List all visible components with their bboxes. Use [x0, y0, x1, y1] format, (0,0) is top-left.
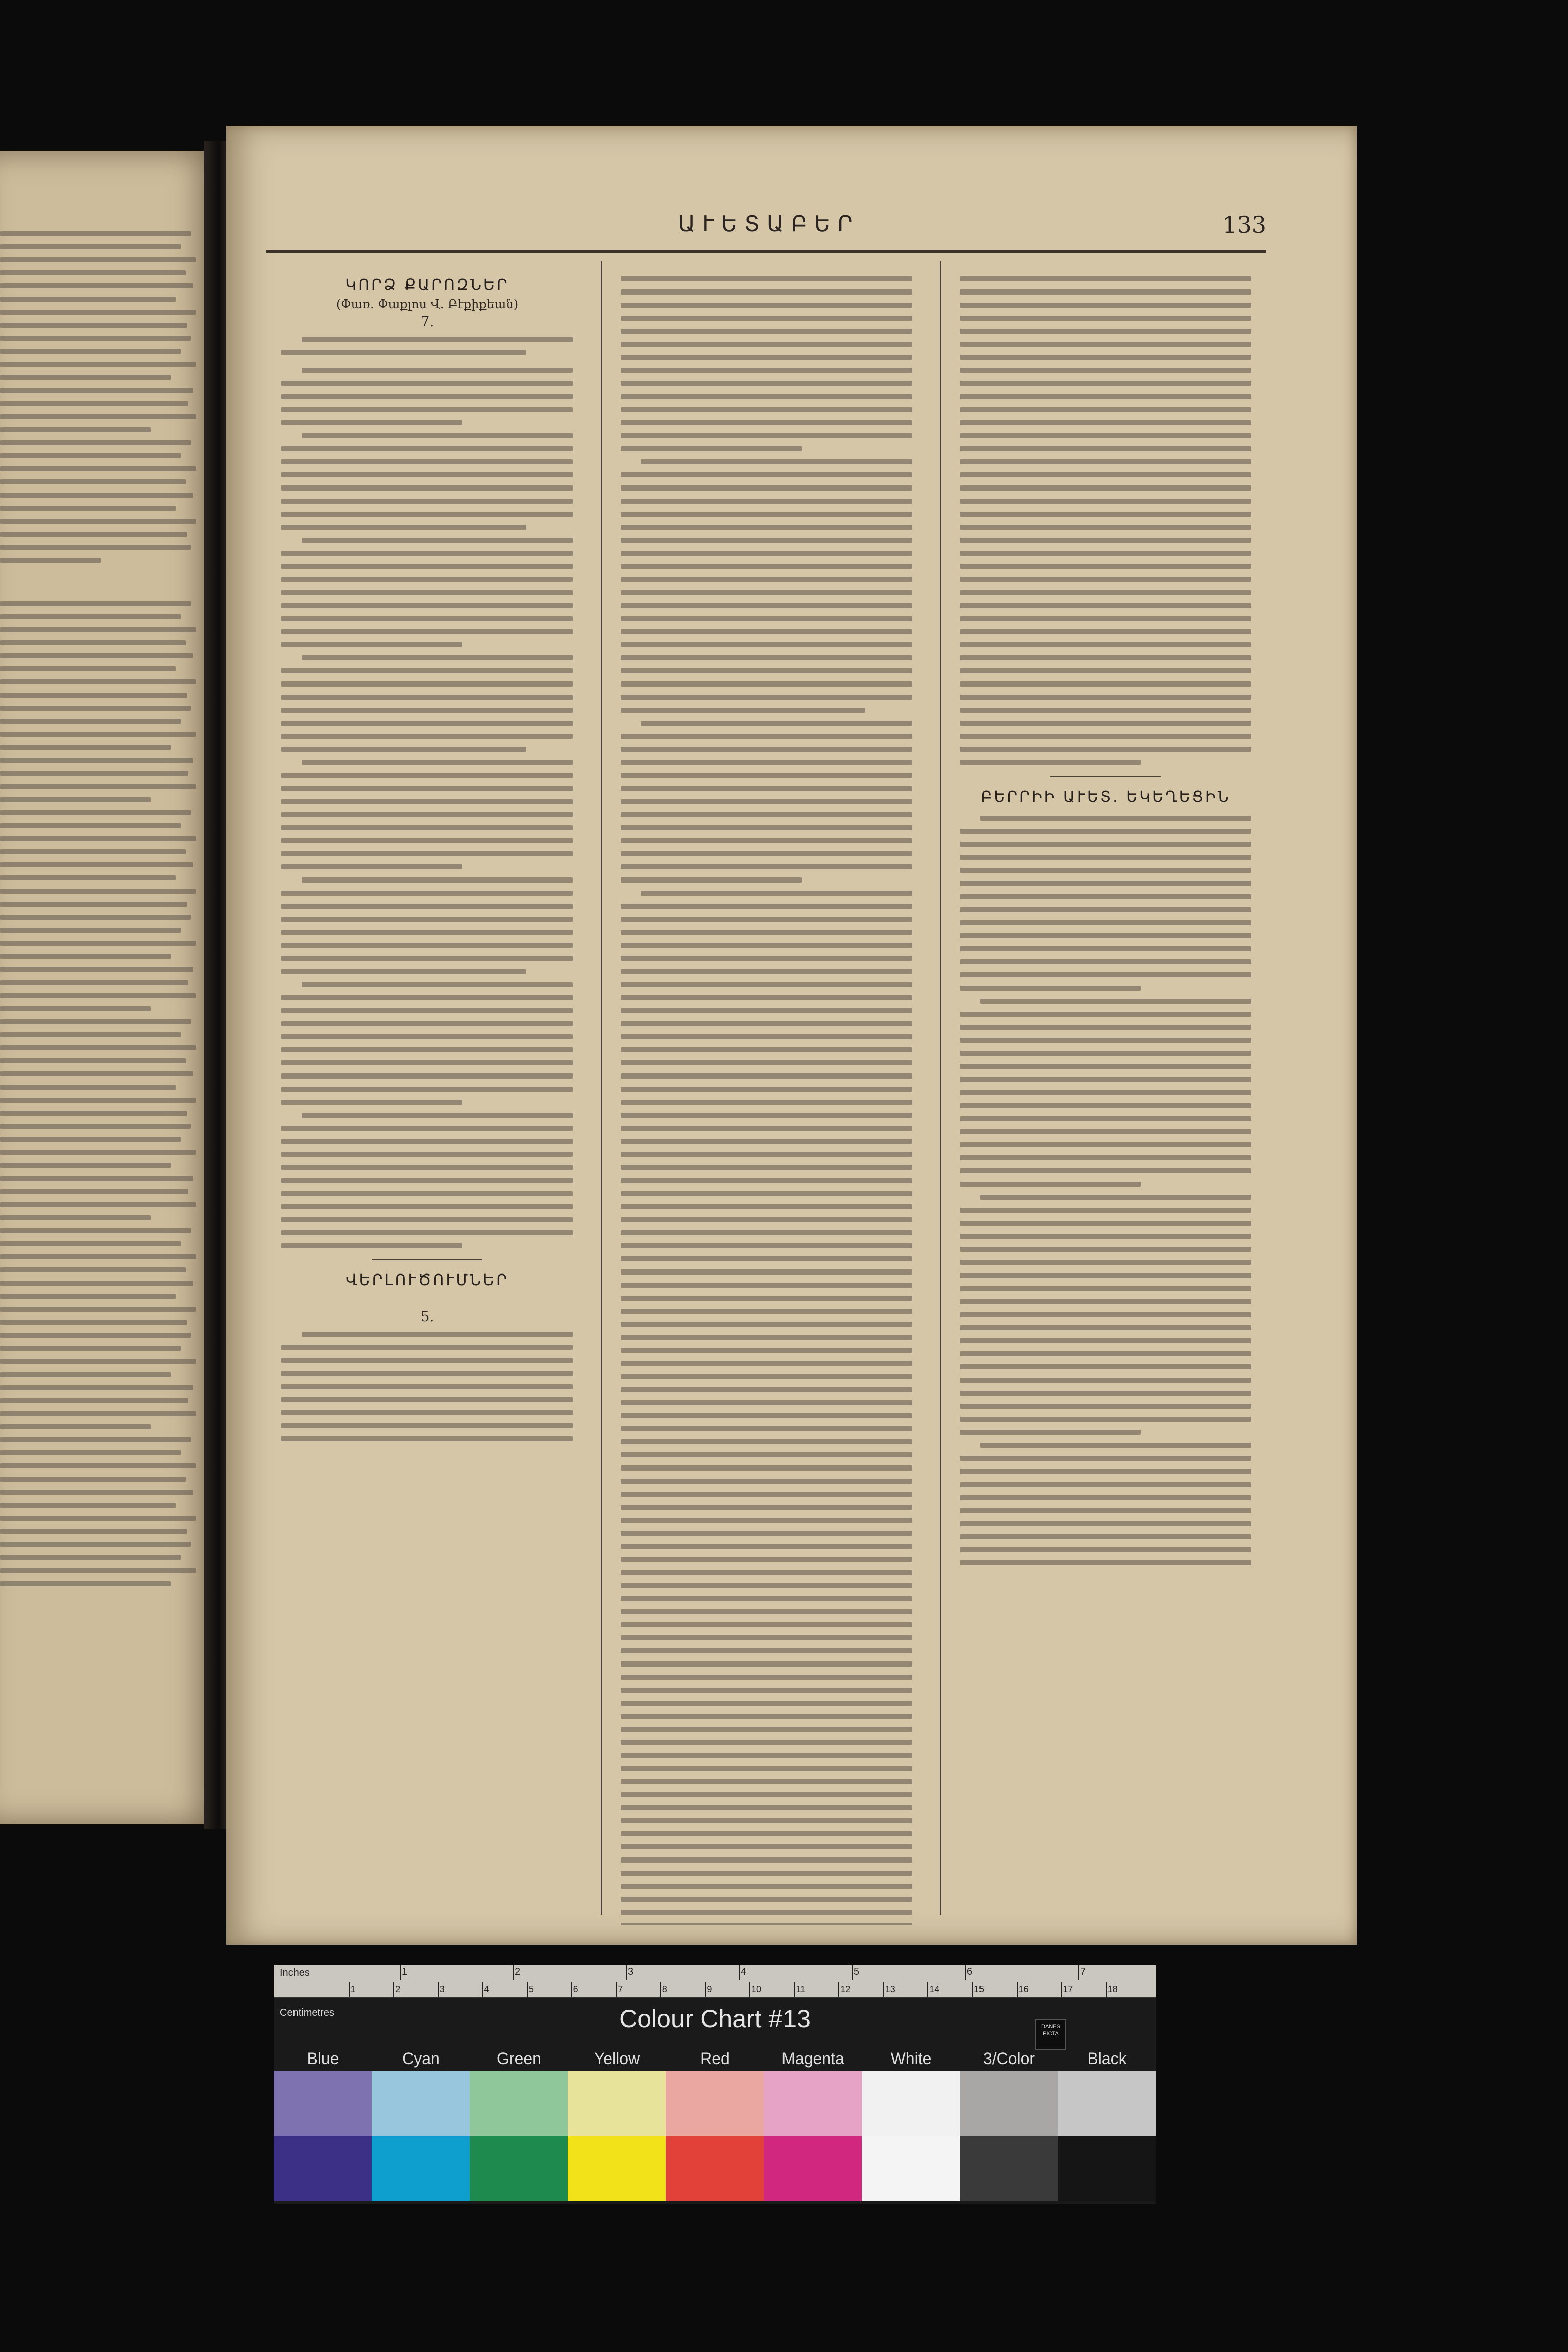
swatch-label: White: [890, 2049, 932, 2068]
swatch-light: [568, 2071, 666, 2136]
ruler-cm-number: 16: [1018, 1984, 1029, 1994]
ruler-cm-number: 9: [707, 1984, 712, 1994]
ruler-cm-tick: [883, 1982, 884, 1997]
page-number: 133: [1222, 211, 1266, 238]
ruler-cm-tick: [927, 1982, 928, 1997]
page-header: [271, 211, 1266, 251]
article-author: (Փառ. Փաքլոս Վ. Բէքիքեան): [336, 297, 519, 311]
swatch-light: [372, 2071, 470, 2136]
article-number: 7.: [420, 313, 434, 330]
ruler-cm-number: 1: [350, 1984, 356, 1994]
ruler-cm-tick: [349, 1982, 350, 1997]
section-divider: [1050, 776, 1161, 777]
ruler-inches-label: Inches: [280, 1967, 310, 1978]
column-1: [281, 276, 573, 1925]
left-page-text: [0, 231, 201, 1594]
swatch-dark: [764, 2136, 862, 2201]
ruler-cm-tick: [438, 1982, 439, 1997]
ruler-cm-number: 7: [618, 1984, 623, 1994]
swatch-label: Black: [1087, 2049, 1127, 2068]
section-title-verlutsumner: ՎԵՐԼՈՒԾՈՒՄՆԵՐ: [346, 1271, 509, 1289]
ruler-inch-tick: [852, 1965, 853, 1980]
ruler-cm-tick: [660, 1982, 661, 1997]
swatch-dark: [274, 2136, 372, 2201]
ruler-cm-number: 17: [1063, 1984, 1073, 1994]
ruler-cm-number: 12: [840, 1984, 851, 1994]
ruler-inch-number: 6: [967, 1966, 973, 1977]
colour-chart: [274, 1965, 1156, 2204]
swatch-light: [960, 2071, 1058, 2136]
chart-title: Colour Chart #13: [619, 2005, 811, 2033]
ruler-cm-tick: [482, 1982, 483, 1997]
ruler-inch-tick: [400, 1965, 401, 1980]
column-rule-2: [940, 261, 941, 1915]
swatch-label: Blue: [307, 2049, 339, 2068]
swatch-label: Red: [700, 2049, 730, 2068]
swatch-dark: [1058, 2136, 1156, 2201]
ruler-cm-tick: [749, 1982, 750, 1997]
ruler-cm-tick: [571, 1982, 572, 1997]
ruler-cm-number: 13: [885, 1984, 895, 1994]
ruler-cm-tick: [527, 1982, 528, 1997]
swatch-light: [274, 2071, 372, 2136]
ruler-cm-tick: [838, 1982, 839, 1997]
ruler-cm-number: 8: [662, 1984, 667, 1994]
ruler-cm-tick: [1017, 1982, 1018, 1997]
swatch-dark: [862, 2136, 960, 2201]
swatch-dark: [568, 2136, 666, 2201]
ruler-cm-tick: [972, 1982, 973, 1997]
ruler-cm-tick: [393, 1982, 394, 1997]
ruler-cm-number: 10: [751, 1984, 762, 1994]
newspaper-page: [226, 126, 1357, 1945]
swatch-light: [1058, 2071, 1156, 2136]
brand-logo: DANES PICTA: [1035, 2019, 1066, 2050]
swatch-dark: [666, 2136, 764, 2201]
ruler-cm-tick: [1061, 1982, 1062, 1997]
ruler-cm-number: 11: [796, 1984, 806, 1994]
ruler-inch-tick: [513, 1965, 514, 1980]
section-divider: [372, 1259, 482, 1260]
ruler-cm-label: Centimetres: [280, 2007, 334, 2018]
ruler-cm-number: 6: [573, 1984, 578, 1994]
swatch-light: [764, 2071, 862, 2136]
ruler-inch-number: 1: [402, 1966, 408, 1977]
ruler-inch-tick: [626, 1965, 627, 1980]
swatch-label: Magenta: [781, 2049, 844, 2068]
swatch-label: Yellow: [594, 2049, 640, 2068]
ruler-cm-tick: [616, 1982, 617, 1997]
section-title-berri-church: ԲԵՐՐԻԻ ԱՒԵՏ. ԵԿԵՂԵՑԻՆ: [981, 788, 1231, 806]
swatch-light: [470, 2071, 568, 2136]
ruler-inch-number: 7: [1080, 1966, 1086, 1977]
ruler-cm-tick: [794, 1982, 795, 1997]
ruler-inch-tick: [739, 1965, 740, 1980]
section-number: 5.: [420, 1308, 434, 1325]
ruler-cm-number: 15: [974, 1984, 985, 1994]
header-rule: [266, 250, 1266, 253]
running-title: ԱՒԵՏԱԲԵՐ: [678, 211, 860, 237]
column-2: [621, 276, 912, 1925]
ruler-inch-number: 5: [854, 1966, 860, 1977]
article-title: ԿՈՐՁ ՔԱՐՈԶՆԵՐ: [345, 276, 509, 294]
column-rule-1: [601, 261, 602, 1915]
ruler-cm-number: 2: [395, 1984, 401, 1994]
swatch-light: [862, 2071, 960, 2136]
ruler-cm-number: 14: [929, 1984, 940, 1994]
swatch-dark: [960, 2136, 1058, 2201]
ruler-cm-tick: [705, 1982, 706, 1997]
swatch-light: [666, 2071, 764, 2136]
ruler-inch-tick: [965, 1965, 966, 1980]
swatch-dark: [372, 2136, 470, 2201]
ruler-cm-number: 5: [529, 1984, 534, 1994]
column-3: [960, 276, 1251, 1925]
swatch-label: 3/Color: [983, 2049, 1035, 2068]
ruler-cm-number: 3: [439, 1984, 445, 1994]
swatch-label: Cyan: [402, 2049, 440, 2068]
swatch-dark: [470, 2136, 568, 2201]
ruler-cm-number: 18: [1107, 1984, 1118, 1994]
ruler-inch-number: 2: [515, 1966, 521, 1977]
ruler-inch-tick: [1078, 1965, 1079, 1980]
swatch-label: Green: [497, 2049, 541, 2068]
left-facing-page: [0, 151, 221, 1824]
ruler-cm-number: 4: [484, 1984, 489, 1994]
ruler-cm-tick: [1106, 1982, 1107, 1997]
ruler-inch-number: 3: [628, 1966, 634, 1977]
ruler-inch-number: 4: [741, 1966, 747, 1977]
